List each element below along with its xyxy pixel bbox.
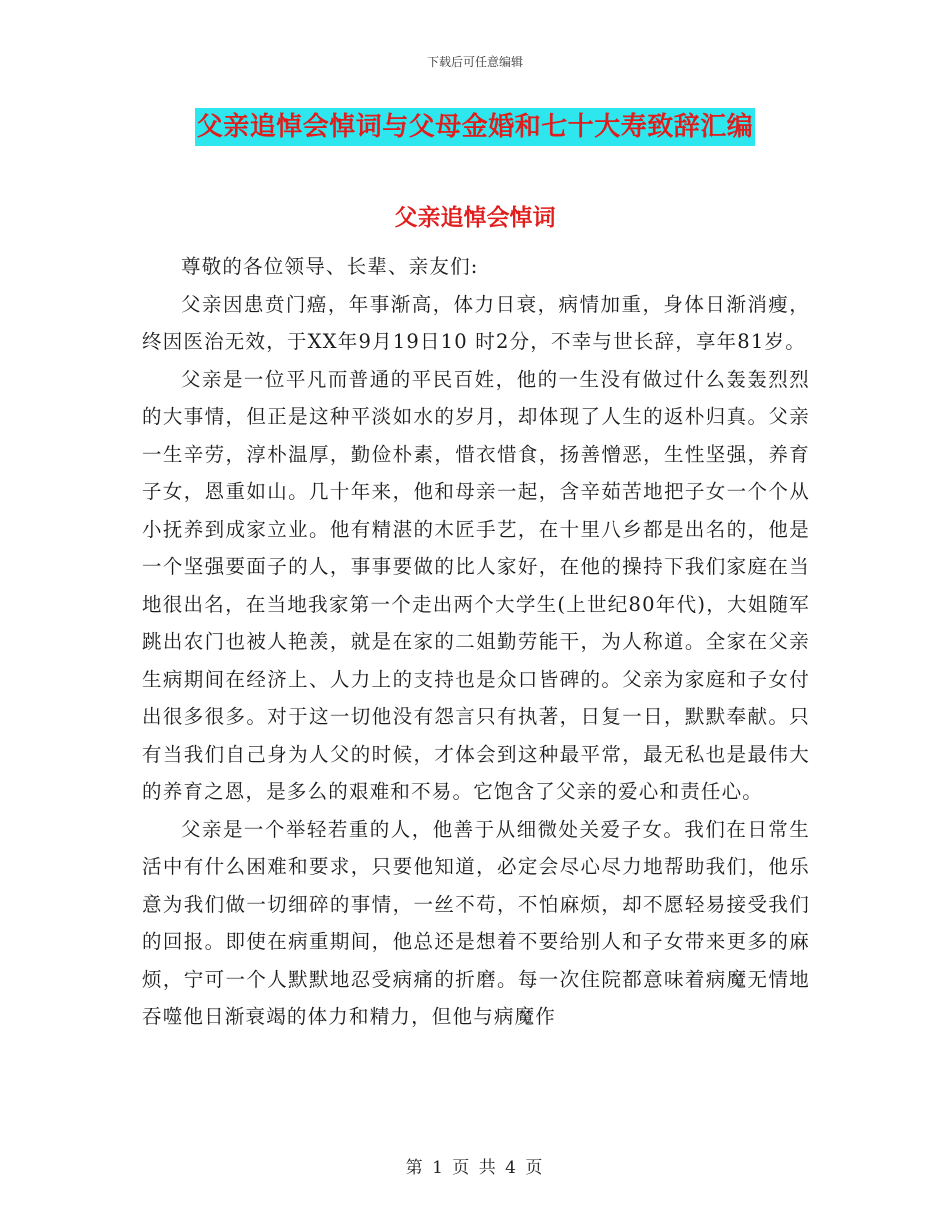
body-paragraph: 父亲因患贲门癌，年事渐高，体力日衰，病情加重，身体日渐消瘦，终因医治无效，于XX年9月19日10 时2分，不幸与世长辞，享年81岁。 (142, 292, 810, 353)
body-paragraph: 父亲是一位平凡而普通的平民百姓，他的一生没有做过什么轰轰烈烈的大事情，但正是这种平淡如水的岁月，却体现了人生的返朴归真。父亲一生辛劳，淳朴温厚，勤俭朴素，惜衣惜食，扬善憎恶，生性坚强，养育子女，恩重如山。几十年来，他和母亲一起，含辛茹苦地把子女一个个从小抚养到成家立业。他有精湛的木匠手艺，在十里八乡都是出名的，他是一个坚强要面子的人，事事要做的比人家好，在他的操持下我们家庭在当地很出名，在当地我家第一个走出两个大学生(上世纪80年代)，大姐随军跳出农门也被人艳羡，就是在家的二姐勤劳能干，为人称道。全家在父亲生病期间在经济上、人力上的支持也是众口皆碑的。父亲为家庭和子女付出很多很多。对于这一切他没有怨言只有执著，日复一日，默默奉献。只有当我们自己身为人父的时候，才体会到这种最平常，最无私也是最伟大的养育之恩，是多么的艰难和不易。它饱含了父亲的爱心和责任心。 (142, 367, 810, 803)
body-text (142, 248, 810, 1036)
page-footer: 第 1 页 共 4 页 (405, 1158, 545, 1178)
body-paragraph: 父亲是一个举轻若重的人，他善于从细微处关爱子女。我们在日常生活中有什么困难和要求，只要他知道，必定会尽心尽力地帮助我们，他乐意为我们做一切细碎的事情，一丝不苟，不怕麻烦，却不愿轻易接受我们的回报。即使在病重期间，他总还是想着不要给别人和子女带来更多的麻烦，宁可一个人默默地忍受病痛的折磨。每一次住院都意味着病魔无情地吞噬他日渐衰竭的体力和精力，但他与病魔作 (142, 817, 810, 1028)
salutation-paragraph: 尊敬的各位领导、长辈、亲友们: (181, 255, 479, 278)
main-title-container (0, 108, 950, 146)
main-title: 父亲追悼会悼词与父母金婚和七十大寿致辞汇编 (195, 108, 756, 146)
section-title: 父亲追悼会悼词 (394, 205, 556, 231)
header-note: 下载后可任意编辑 (426, 55, 523, 69)
